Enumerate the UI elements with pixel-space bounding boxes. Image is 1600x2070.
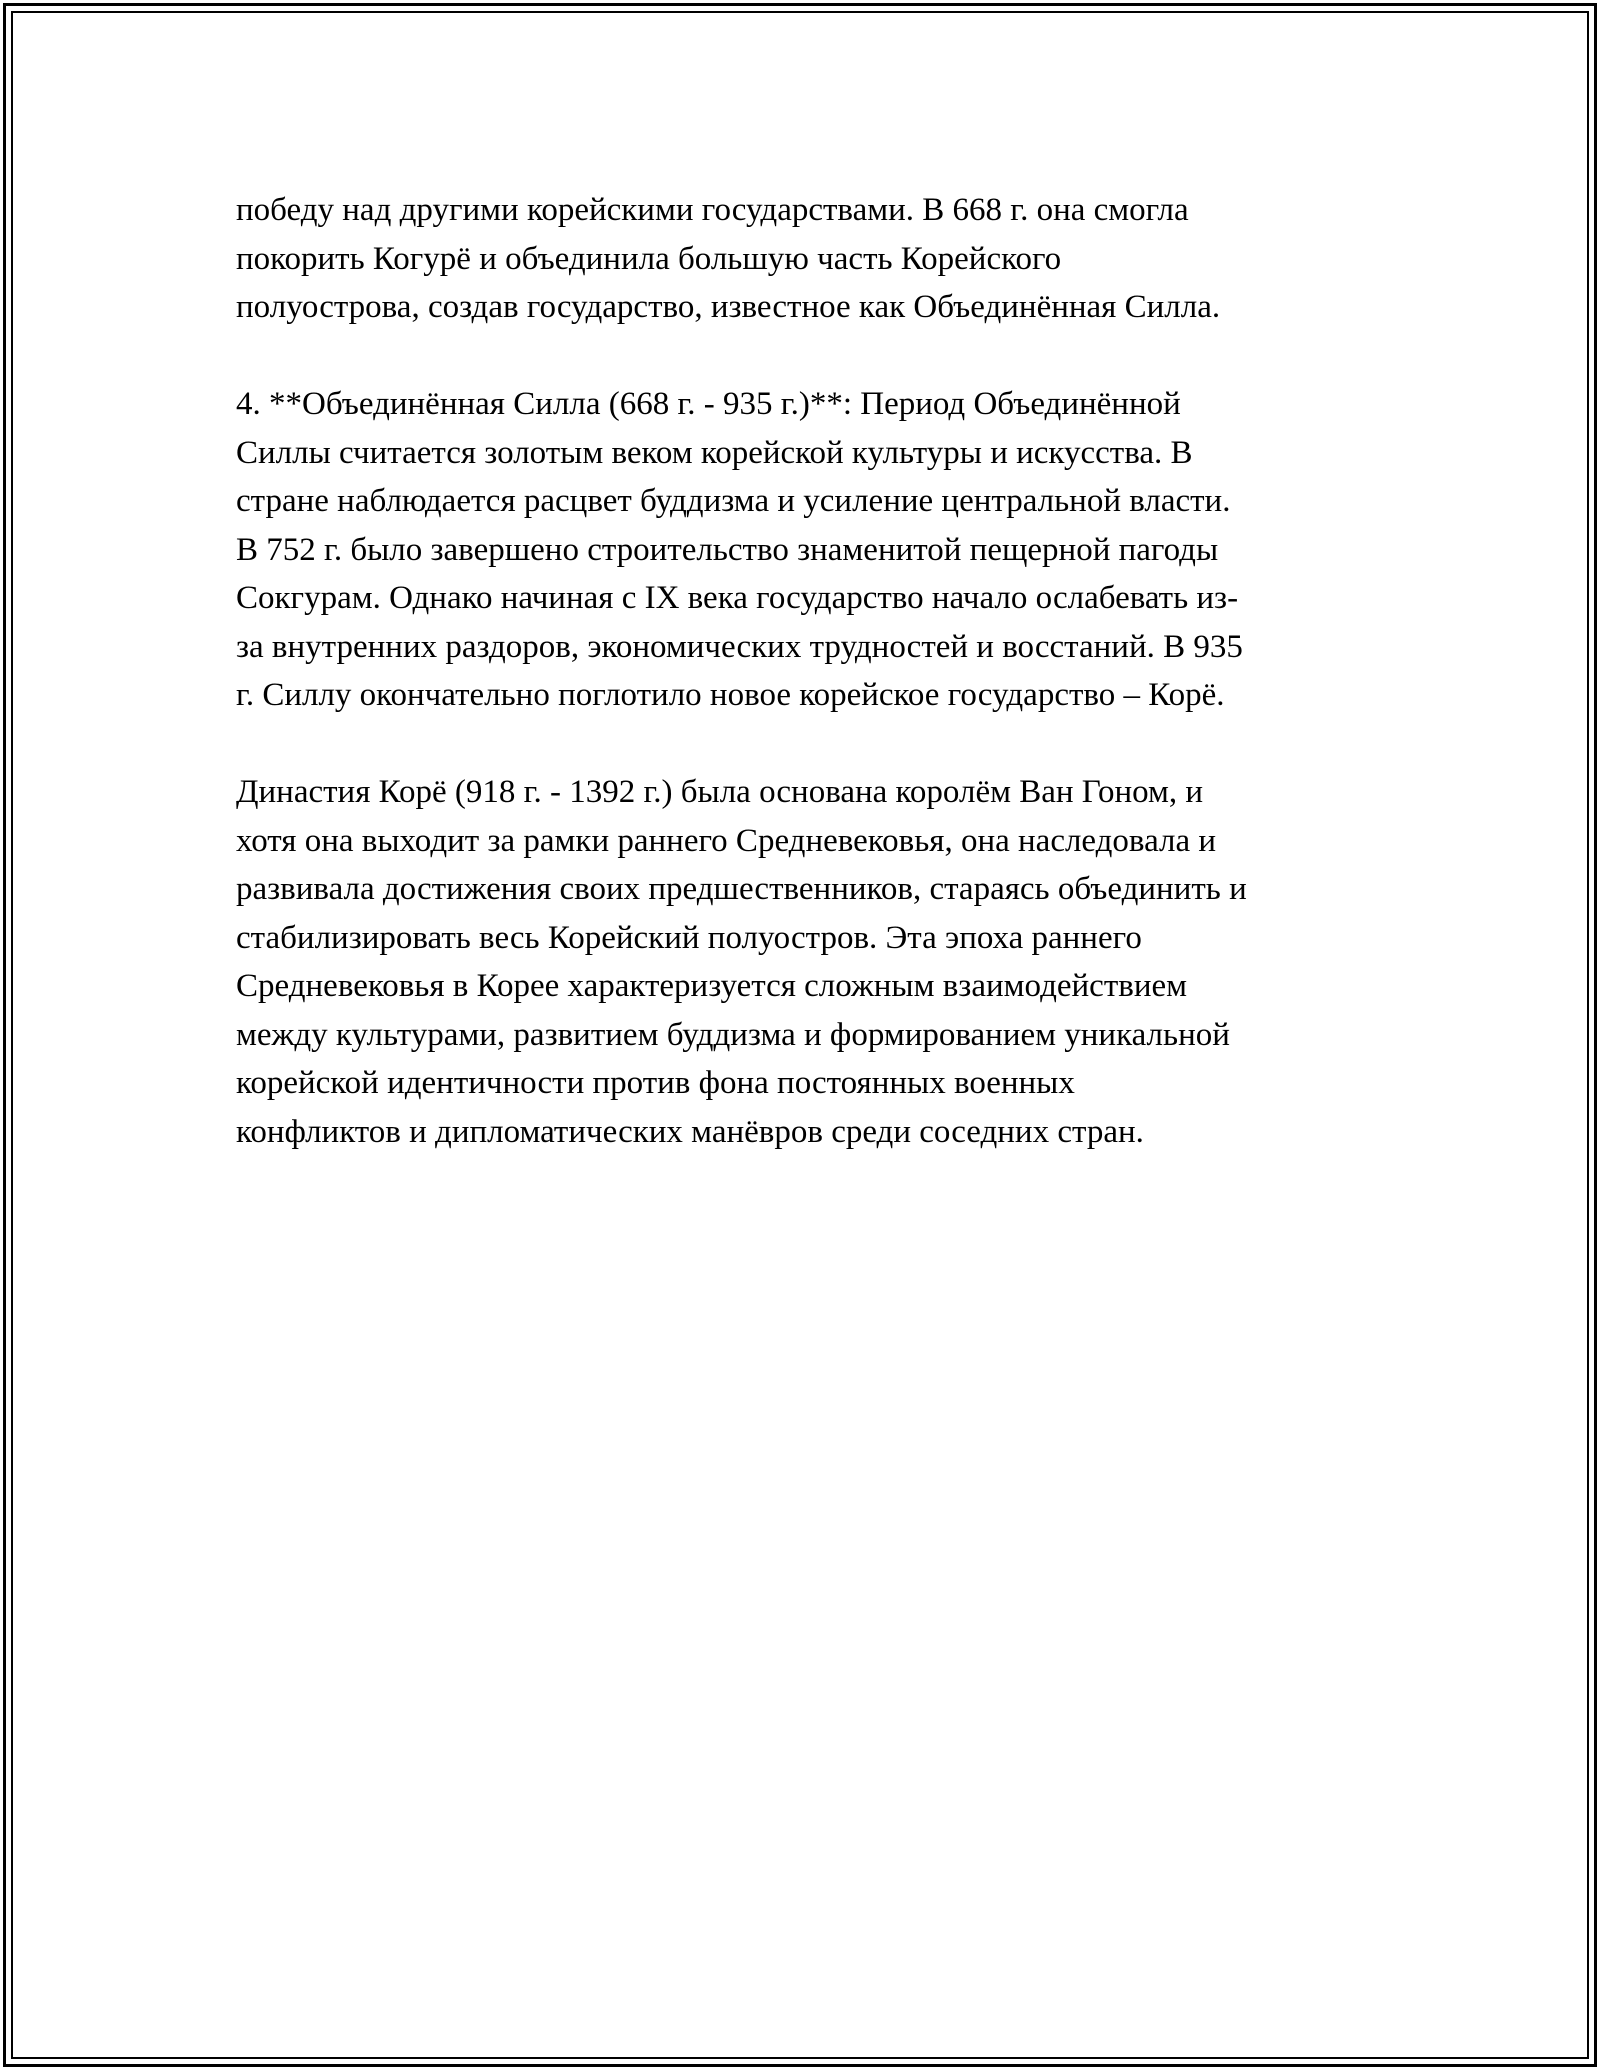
text-line: полуострова, создав государство, известное как Объединённая Силла. [236,289,1221,325]
text-line: Сокгурам. Однако начиная с IX века государство начало ослабевать из- [236,580,1239,616]
text-line: за внутренних раздоров, экономических трудностей и восстаний. В 935 [236,628,1243,665]
text-line: Средневековья в Корее характеризуется сложным взаимодействием [236,968,1188,1004]
text-line: Династия Корё (918 г. - 1392 г.) была основана королём Ван Гоном, и [236,774,1204,810]
text-line: конфликтов и дипломатических манёвров среди соседних стран. [236,1113,1144,1150]
paragraph-goryeo-dynasty [236,768,1366,1156]
text-line: стабилизировать весь Корейский полуостров. Эта эпоха раннего [236,919,1142,956]
text-line: 4. **Объединённая Силла (668 г. - 935 г.)**: Период Объединённой [236,386,1181,422]
text-line: В 752 г. было завершено строительство знаменитой пещерной пагоды [236,531,1219,568]
text-line: покорить Когурё и объединила большую часть Корейского [236,240,1062,277]
text-line: хотя она выходит за рамки раннего Средневековья, она наследовала и [236,822,1217,859]
text-line: Силлы считается золотым веком корейской культуры и искусства. В [236,434,1193,471]
text-line: корейской идентичности против фона постоянных военных [236,1065,1075,1101]
text-line: развивала достижения своих предшественников, стараясь объединить и [236,871,1247,907]
text-line: стране наблюдается расцвет буддизма и усиление центральной власти. [236,483,1231,519]
text-line: г. Силлу окончательно поглотило новое корейское государство – Корё. [236,677,1225,713]
text-line: между культурами, развитием буддизма и формированием уникальной [236,1016,1230,1053]
paragraph-unified-silla [236,380,1366,720]
document-body [236,186,1366,1205]
paragraph-silla-unification [236,186,1366,332]
text-line: победу над другими корейскими государствами. В 668 г. она смогла [236,192,1189,228]
